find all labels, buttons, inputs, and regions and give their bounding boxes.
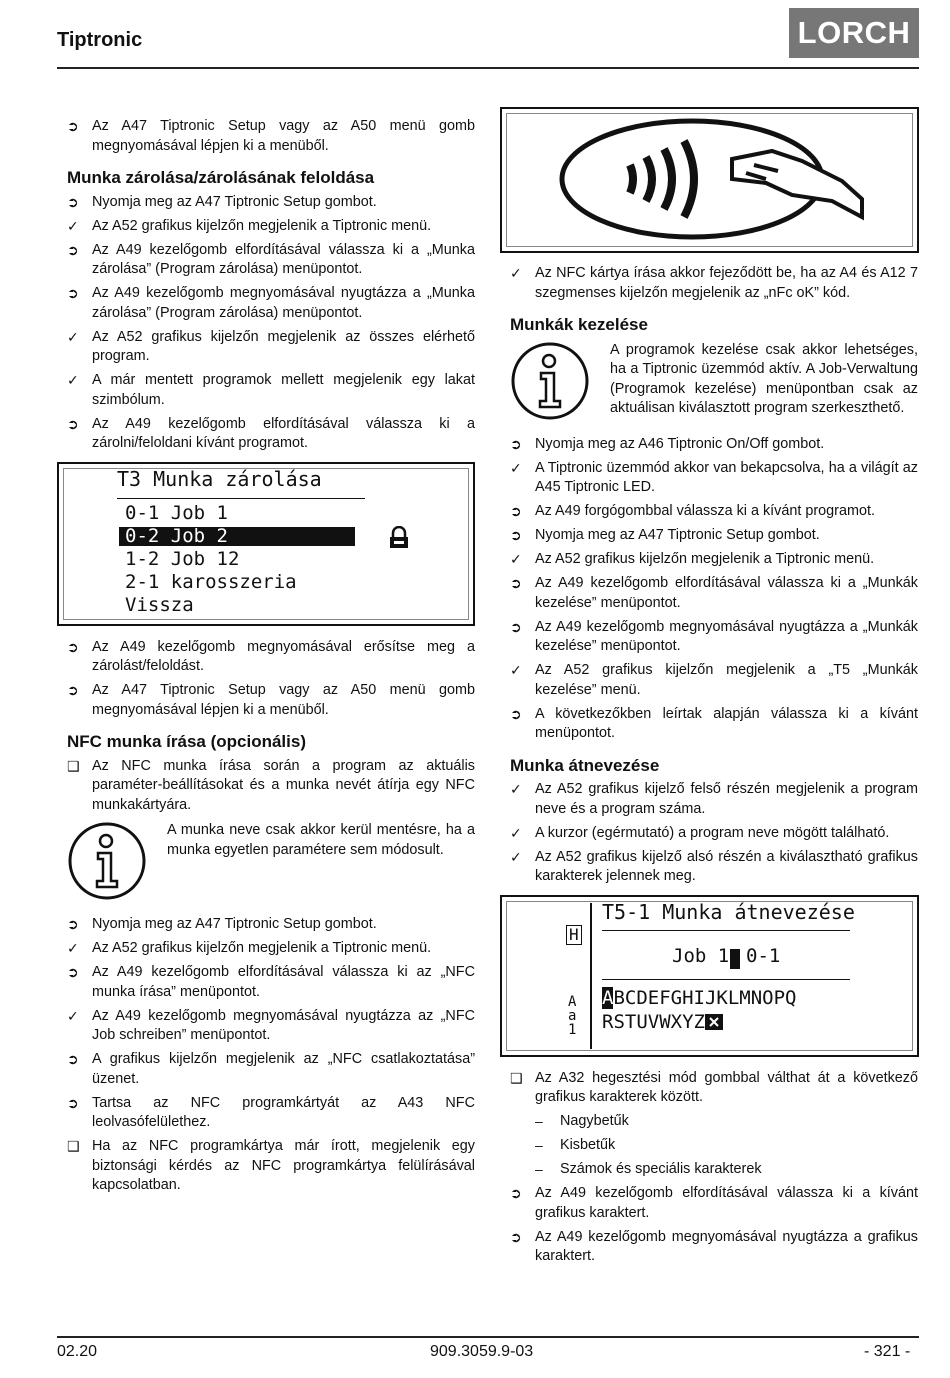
lcd-title-underline [602,930,850,932]
bullet-mark: ➲ [67,916,79,932]
bullet-mark: ➲ [67,964,79,980]
list-item [67,1137,475,1196]
list-nfc-intro [67,757,475,816]
info-text: A munka neve csak akkor kerül mentésre, ha a munka egyetlen paramétere sem módosult. [167,822,475,858]
lcd-side-label: H [566,925,582,945]
item-text: Az A52 grafikus kijelzőn megjelenik az összes elérhető program. [92,328,475,364]
bullet-mark: ✓ [510,459,522,476]
list-char-select [510,1184,918,1267]
list-confirm [67,638,475,721]
info-text: A programok kezelése csak akkor lehetséges, ha a Tiptronic üzemmód aktív. A Job-Verwaltung (Programok kezelése) menüpontban csak az aktuálisan kiválasztott program szerkeszthető. [610,341,918,416]
bullet-mark: ✓ [510,848,522,865]
bullet-mark: ✓ [67,328,79,345]
info-icon [67,821,147,901]
backspace-icon [705,1014,723,1030]
item-text: Az A49 kezelőgomb elfordításával válassza ki a „Munka zárolása” (Program zárolása) menüpontot. [92,241,475,277]
lcd-chars: RSTUVWXYZ [602,1010,705,1033]
section-heading-nfc: NFC munka írása (opcionális) [67,732,306,751]
list-item [67,371,475,410]
info-note [510,341,918,421]
list-item [510,1228,918,1267]
bullet-mark: ➲ [67,118,79,134]
list-item [510,435,918,455]
item-text: Az A49 kezelőgomb megnyomásával nyugtázza a grafikus karaktert. [535,1228,918,1264]
bullet-mark: ✓ [67,372,79,388]
item-text: Az A49 kezelőgomb megnyomásával erősítse meg a zárolást/feloldást. [92,638,475,674]
list-item [510,618,918,657]
item-text: Az A49 kezelőgomb megnyomásával nyugtázza a „Munka zárolása” (Program zárolása) menüpontot. [92,285,475,321]
bullet-mark: ✓ [67,1007,79,1024]
info-note [67,821,475,901]
section-heading-rename: Munka átnevezése [510,755,660,775]
bullet-mark: ➲ [67,193,79,210]
item-text: Az A49 kezelőgomb elfordításával válassza ki a zárolni/feloldani kívánt programot. [92,415,475,451]
dash-mark: – [535,1137,543,1153]
list-nfc-done [510,264,918,303]
bullet-mark: ✓ [510,781,522,797]
item-text: A következőkben leírtak alapján válassza ki a kívánt menüpontot. [535,705,918,741]
lcd-side-label: Aa1 [568,993,577,1038]
padlock-icon [387,526,411,550]
item-text: Nagybetűk [560,1113,629,1129]
nfc-card-illustration [500,107,919,253]
bullet-mark: ➲ [67,1051,79,1067]
bullet-mark: ➲ [67,285,79,301]
bullet-mark: ➲ [510,1185,522,1201]
list-item [510,459,918,498]
item-text: Az A52 grafikus kijelzőn megjelenik a „T5 „Munkák kezelése” menü. [535,662,918,698]
list-item [510,661,918,700]
lcd-row: 2-1 karosszeria [125,570,297,593]
lcd-row: 1-2 Job 12 [125,547,240,570]
lcd-separator [602,979,850,981]
bullet-mark: ➲ [510,705,522,722]
list-item [510,1184,918,1223]
list-item [67,638,475,677]
cursor-icon [730,949,740,969]
item-text: Nyomja meg az A46 Tiptronic On/Off gombot. [535,435,825,452]
item-text: A kurzor (egérmutató) a program neve mögött található. [535,824,890,841]
section-heading-manage: Munkák kezelése [510,315,648,334]
list-item [67,1007,475,1046]
list-lock [67,193,475,454]
lcd-char-row [602,1010,723,1033]
list-item [67,217,475,237]
item-text: Nyomja meg az A47 Tiptronic Setup gombot. [92,193,377,210]
bullet-mark: ➲ [67,1094,79,1111]
bullet-mark: ✓ [510,551,522,567]
item-text: A már mentett programok mellett megjelenik egy lakat szimbólum. [92,372,475,408]
list-item [510,574,918,613]
footer-date: 02.20 [57,1343,98,1360]
list-nfc-steps [67,915,475,1196]
bullet-mark: ➲ [510,527,522,543]
item-text: Az A52 grafikus kijelzőn megjelenik a Tiptronic menü. [535,551,875,567]
lcd-char-selected: A [602,986,614,1009]
bullet-mark: ➲ [510,618,522,635]
list-item [67,193,475,213]
lcd-row-selected: 0-2 Job 2 [119,527,355,547]
info-icon [510,341,590,421]
bullet-mark: ➲ [67,241,79,258]
dash-item [510,1136,918,1156]
bullet-mark: ✓ [67,940,79,956]
list-rename [510,780,918,887]
bullet-mark: ➲ [67,415,79,432]
list-item [510,550,918,570]
bullet-mark: ✓ [510,265,522,281]
list-item [510,264,918,303]
list-item [510,1069,918,1108]
item-text: Az NFC munka írása során a program az aktuális paraméter-beállításokat és a munka nevét átírja egy NFC munkakártyára. [92,757,475,813]
lcd-chars: BCDEFGHIJKLMNOPQ [613,986,797,1009]
section-heading-lock: Munka zárolása/zárolásának feloldása [67,168,375,187]
bullet-mark: ➲ [510,1228,522,1245]
header-rule [57,67,919,69]
list-item [67,241,475,280]
lcd-row: Vissza [125,593,194,616]
item-text: Az A52 grafikus kijelző alsó részén a kiválasztható grafikus karakterek jelennek meg. [535,848,918,884]
item-text: Kisbetűk [560,1137,616,1153]
bullet-mark: ✓ [510,824,522,841]
item-text: Számok és speciális karakterek [560,1161,762,1177]
item-text: Az A49 kezelőgomb megnyomásával nyugtázza az „NFC Job schreiben” menüpontot. [92,1007,475,1043]
item-text: Az A52 grafikus kijelzőn megjelenik a Tiptronic menü. [92,940,432,956]
lcd-row: 0-1 Job 1 [125,501,228,524]
bullet-mark: ❑ [67,757,80,774]
item-text: Az NFC kártya írása akkor fejeződött be, ha az A4 és A12 7 szegmenses kijelzőn megjelenik az „nFc oK” kód. [535,265,918,301]
dash-item [510,1160,918,1180]
item-text: Nyomja meg az A47 Tiptronic Setup gombot. [92,916,377,932]
lcd-job-number: 0-1 [746,944,781,967]
lcd-title: T5-1 Munka átnevezése [602,899,855,924]
list-item [67,757,475,816]
list-item [67,915,475,935]
footer-page-number: - 321 - [864,1343,911,1360]
lcd-job-name: Job 1 [672,944,730,967]
list-item [67,1050,475,1089]
list-item [67,284,475,323]
list-item [510,848,918,887]
bullet-mark: ➲ [510,503,522,519]
item-text: Az A49 kezelőgomb megnyomásával nyugtázza a „Munkák kezelése” menüpontot. [535,618,918,654]
item-text: Nyomja meg az A47 Tiptronic Setup gombot. [535,527,820,543]
bullet-mark: ➲ [510,575,522,591]
left-column [67,117,475,1200]
footer-doc-number: 909.3059.9-03 [430,1343,534,1360]
list-item [510,705,918,744]
list-item [67,328,475,367]
item-text: Az A52 grafikus kijelzőn megjelenik a Tiptronic menü. [92,217,432,234]
lcd-title: T3 Munka zárolása [117,466,322,491]
item-text: Ha az NFC programkártya már írott, megjelenik egy biztonsági kérdés az NFC programkártya felülírásával kapcsolatban. [92,1138,475,1193]
list-char-types [510,1112,918,1180]
item-text: Tartsa az NFC programkártyát az A43 NFC leolvasófelülethez. [92,1094,475,1130]
item-text: Az A49 kezelőgomb elfordításával válassza ki a kívánt grafikus karaktert. [535,1185,918,1221]
list-item [67,939,475,959]
lcd-char-row [602,986,797,1009]
list-manage [510,435,918,744]
item-text: A Tiptronic üzemmód akkor van bekapcsolva, ha a világít az A45 Tiptronic LED. [535,459,918,495]
list-chars [510,1069,918,1108]
list-item [67,681,475,720]
list-item [510,780,918,819]
bullet-mark: ➲ [67,682,79,698]
bullet-mark: ➲ [510,435,522,452]
right-column [510,264,918,1271]
bullet-mark: ✓ [67,217,79,234]
item-text: Az A49 forgógombbal válassza ki a kívánt programot. [535,503,875,519]
bullet-mark: ❑ [510,1069,523,1086]
item-text: Az A32 hegesztési mód gombbal válthat át a következő grafikus karakterek között. [535,1069,918,1105]
bullet-mark: ✓ [510,662,522,678]
item-text: Az A49 kezelőgomb elfordításával válassza ki az „NFC munka írása” menüpontot. [92,964,475,1000]
list-item [510,824,918,844]
bullet-mark: ➲ [67,638,79,655]
list-item [67,963,475,1002]
dash-item [510,1112,918,1132]
lcd-screen-lock [57,462,475,626]
item-text: Az A47 Tiptronic Setup vagy az A50 menü gomb megnyomásával lépjen ki a menüből. [92,682,475,718]
page-header-title: Tiptronic [57,29,143,51]
item-text: Az A49 kezelőgomb elfordításával válassza ki a „Munkák kezelése” menüpontot. [535,575,918,611]
item-text: A grafikus kijelzőn megjelenik az „NFC csatlakoztatása” üzenet. [92,1051,475,1087]
dash-mark: – [535,1113,543,1129]
bullet-mark: ❑ [67,1138,80,1154]
list-item [510,502,918,522]
list-item [67,117,475,156]
lcd-divider [590,903,592,1049]
lcd-title-underline [117,498,365,500]
item-text: Az A52 grafikus kijelző felső részén megjelenik a program neve és a program száma. [535,781,918,817]
item-text: Az A47 Tiptronic Setup vagy az A50 menü gomb megnyomásával lépjen ki a menüből. [92,118,475,154]
dash-mark: – [535,1161,543,1177]
footer-rule [57,1336,919,1338]
lorch-logo: LORCH [789,8,919,58]
list-item [510,526,918,546]
list-item [67,415,475,454]
list-item [67,1094,475,1133]
lcd-screen-rename [500,895,919,1057]
